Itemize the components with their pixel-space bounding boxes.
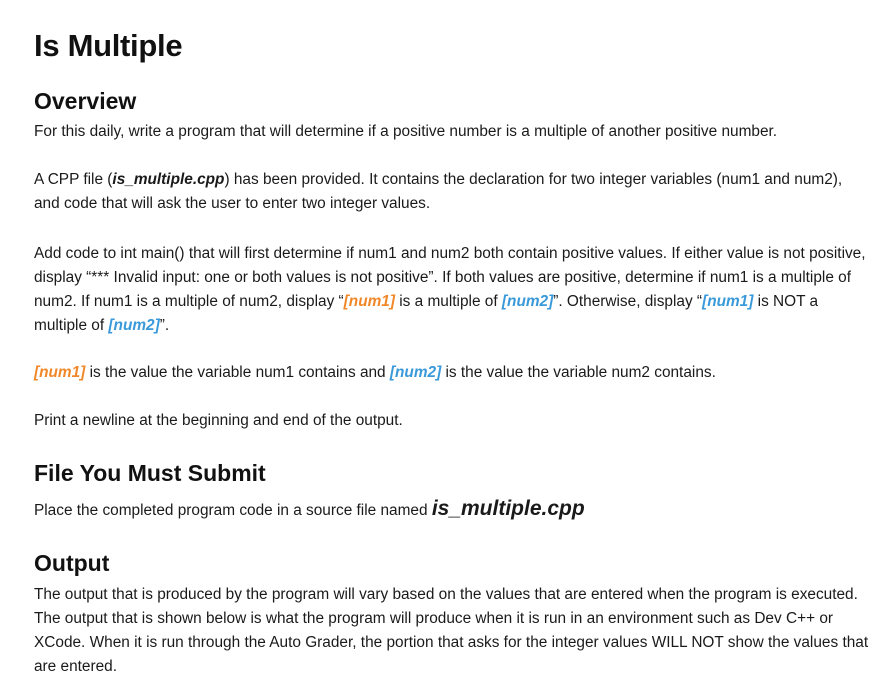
overview-paragraph-2: A CPP file (is_multiple.cpp) has been provided. It contains the declaration for two integer variables (num1 and num2), and code that will ask the user to enter two integer values. <box>34 171 843 212</box>
num2-placeholder: [num2] <box>501 293 554 310</box>
overview-paragraph-5: Print a newline at the beginning and end of the output. <box>34 412 403 429</box>
overview-paragraph-4: [num1] is the value the variable num1 contains and [num2] is the value the variable num2 contains. <box>34 364 716 381</box>
submit-paragraph: Place the completed program code in a source file named is_multiple.cpp <box>34 497 585 520</box>
page-title: Is Multiple <box>34 28 183 63</box>
overview-paragraph-3: Add code to int main() that will first determine if num1 and num2 both contain positive values. If either value is not positive, display “*** Invalid input: one or both values is not positive”. If both values are positive, determine if num1 is a multiple of num2. If num1 is a multiple of num2, display “[num1] is a multiple of [num2]”. Otherwise, display “[num1] is NOT a multiple of [num2]”. <box>34 245 866 334</box>
output-heading: Output <box>34 550 110 576</box>
num1-placeholder: [num1] <box>34 364 86 381</box>
submit-heading: File You Must Submit <box>34 460 266 486</box>
num1-placeholder: [num1] <box>702 293 754 310</box>
submit-filename: is_multiple.cpp <box>431 497 585 520</box>
overview-heading: Overview <box>34 88 137 114</box>
cpp-filename: is_multiple.cpp <box>112 171 225 188</box>
output-paragraph: The output that is produced by the program will vary based on the values that are entered when the program is executed. The output that is shown below is what the program will produce when it is run in an environment such as Dev C++ or XCode. When it is run through the Auto Grader, the portion that asks for the integer values WILL NOT show the values that are entered. <box>34 586 869 675</box>
overview-paragraph-1: For this daily, write a program that will determine if a positive number is a multiple of another positive number. <box>34 123 778 140</box>
num1-placeholder: [num1] <box>343 293 395 310</box>
num2-placeholder: [num2] <box>108 317 160 334</box>
num2-placeholder: [num2] <box>389 364 442 381</box>
